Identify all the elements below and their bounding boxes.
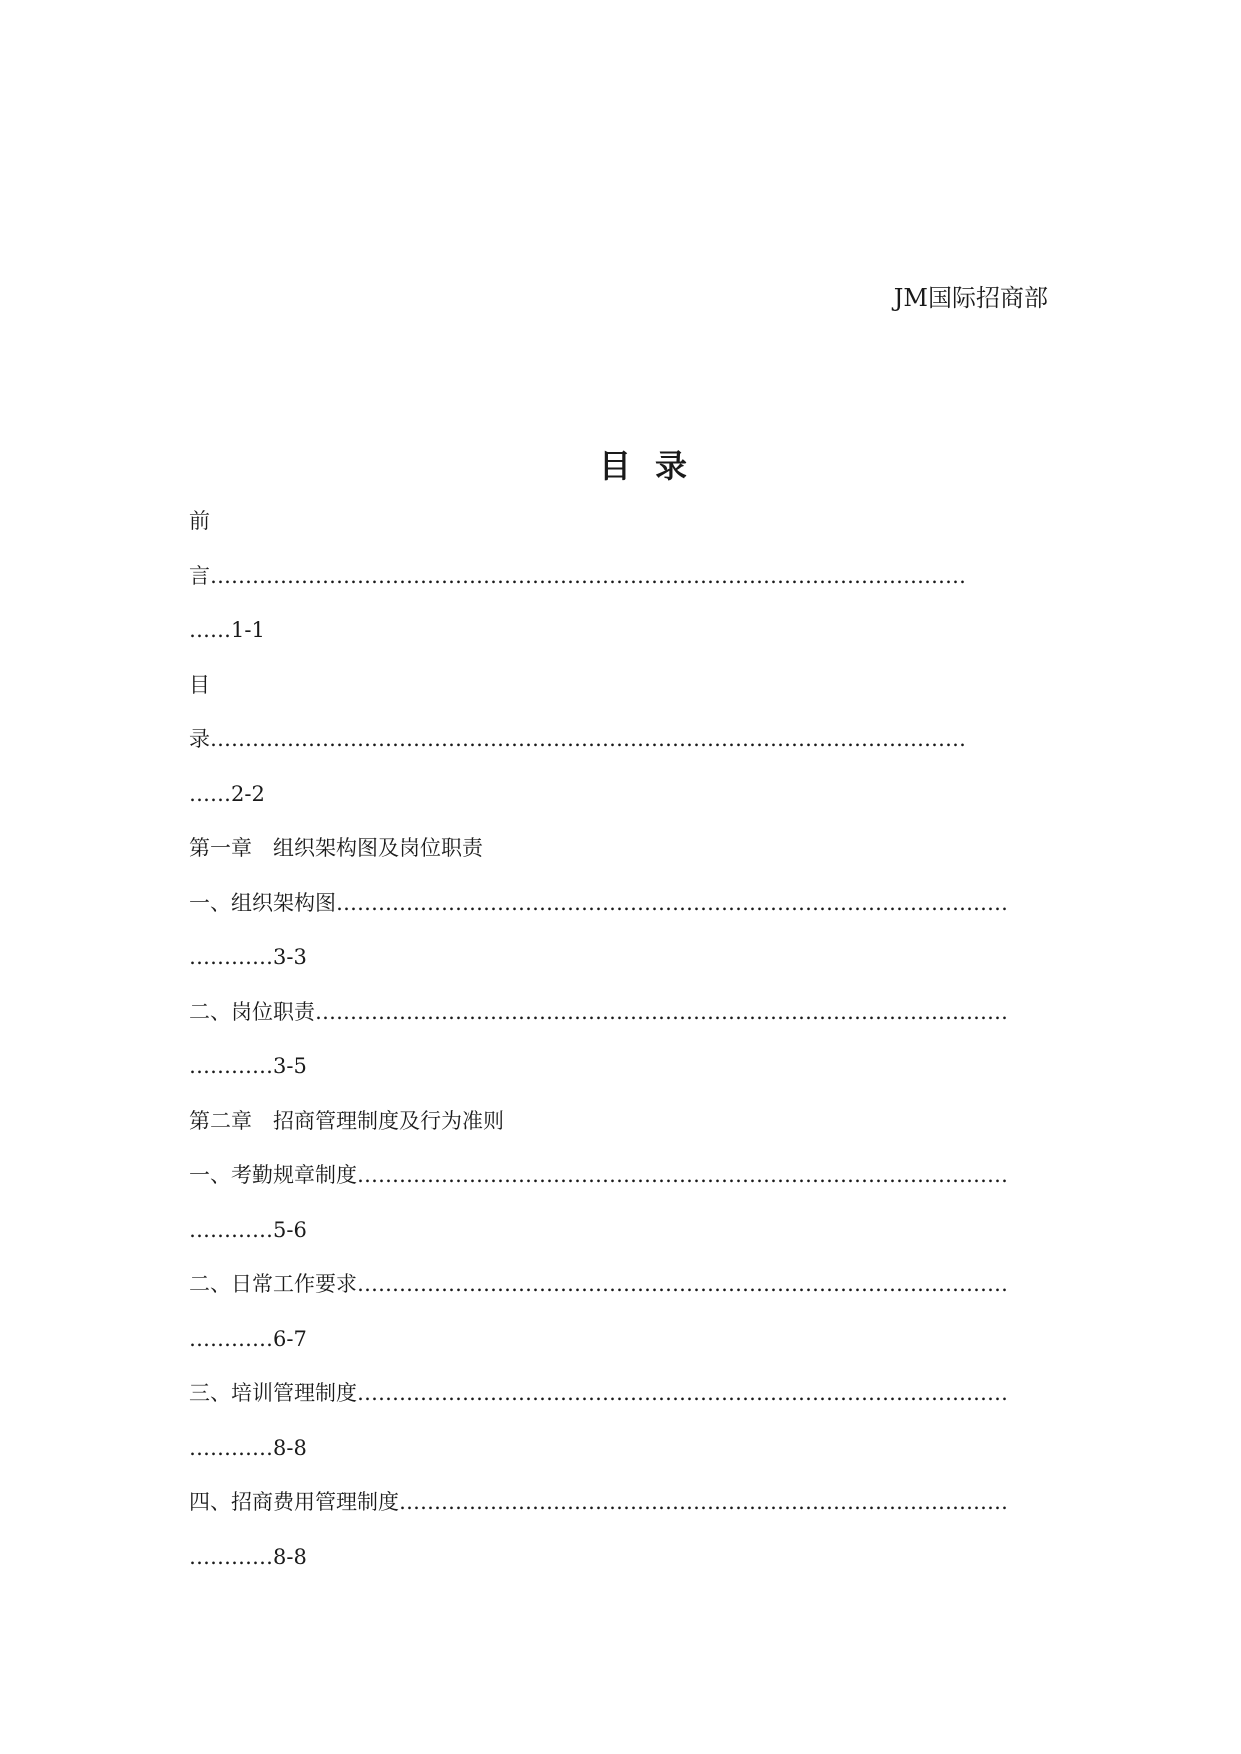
toc-line-text: 一、考勤规章制度………………………………………………………………………………… [189,1163,1008,1187]
toc-line[interactable] [189,1545,1041,1600]
toc-line-text: 言……………………………………………………………………………………………… [189,563,966,588]
toc-line-text: …………6-7 [189,1326,307,1351]
toc-line[interactable] [189,1163,1041,1218]
toc-line[interactable] [189,1054,1041,1109]
department-label: JM国际招商部 [893,284,1048,312]
toc-line[interactable] [189,945,1041,1000]
toc-line-text: 四、招商费用管理制度…………………………………………………………………………… [189,1490,1008,1514]
toc-line[interactable] [189,564,1041,619]
toc-line[interactable] [189,891,1041,946]
toc-chapter-heading[interactable] [189,836,1041,891]
toc-line[interactable] [189,1272,1041,1327]
toc-line[interactable] [189,1218,1041,1273]
toc-line-text: ……1-1 [189,618,265,642]
toc-line[interactable] [189,1000,1041,1055]
toc-line-text: ……2-2 [189,781,265,806]
toc-line-text: 前 [189,509,210,533]
toc-line[interactable] [189,1327,1041,1382]
toc-line[interactable] [189,618,1041,673]
toc-line-text: 录……………………………………………………………………………………………… [189,727,966,751]
toc-line[interactable] [189,1490,1041,1545]
toc-line[interactable] [189,509,1041,564]
toc-title: 目录 [598,447,711,485]
toc-line-text: 第一章 组织架构图及岗位职责 [189,836,483,860]
toc-line-text: 目 [189,672,210,697]
toc-line[interactable] [189,727,1041,782]
toc-line[interactable] [189,782,1041,837]
toc-line-text: 第二章 招商管理制度及行为准则 [189,1108,504,1133]
toc-line-text: …………8-8 [189,1544,307,1569]
toc-line-text: …………8-8 [189,1435,307,1460]
toc-line[interactable] [189,673,1041,728]
toc-line[interactable] [189,1436,1041,1491]
table-of-contents [189,509,1041,1599]
toc-line-text: 三、培训管理制度………………………………………………………………………………… [189,1381,1008,1405]
toc-line-text: …………5-6 [189,1217,307,1242]
toc-line-text: …………3-5 [189,1054,307,1078]
toc-line-text: 二、岗位职责……………………………………………………………………………………… [189,999,1008,1024]
toc-line-text: 二、日常工作要求………………………………………………………………………………… [189,1272,1008,1296]
toc-line-text: 一、组织架构图…………………………………………………………………………………… [189,890,1008,915]
toc-chapter-heading[interactable] [189,1109,1041,1164]
toc-line-text: …………3-3 [189,945,307,969]
toc-line[interactable] [189,1381,1041,1436]
